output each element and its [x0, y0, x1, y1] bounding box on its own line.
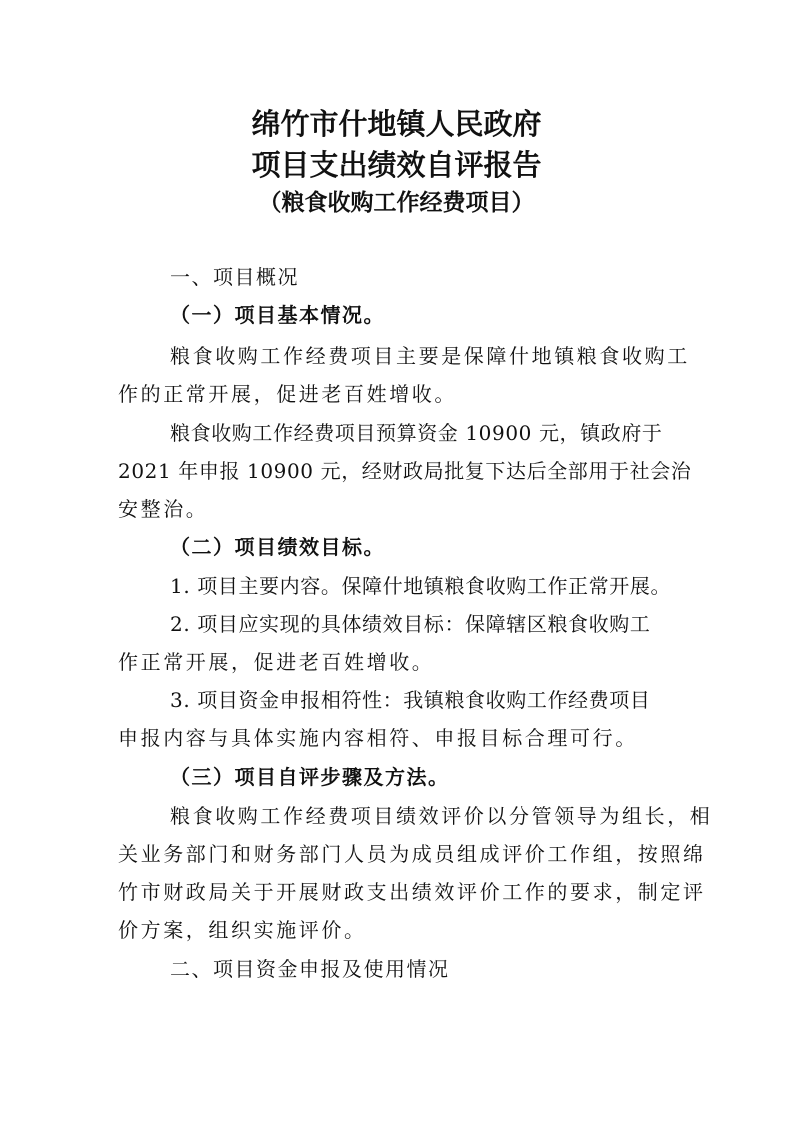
paragraph-line: 安整治。	[118, 497, 209, 521]
paragraph-line: 竹市财政局关于开展财政支出绩效评价工作的要求，制定评	[118, 880, 706, 904]
paragraph-line: 粮食收购工作经费项目绩效评价以分管领导为组长，相	[170, 804, 713, 828]
subsection-heading-1: （一）项目基本情况。	[170, 303, 385, 327]
document-subtitle: （粮食收购工作经费项目）	[258, 189, 535, 216]
section-heading-1: 一、项目概况	[170, 265, 299, 289]
paragraph-line: 申报内容与具体实施内容相符、申报目标合理可行。	[118, 726, 638, 750]
paragraph-line: 作的正常开展，促进老百姓增收。	[118, 382, 457, 406]
document-title-line-1: 绵竹市什地镇人民政府	[251, 107, 542, 141]
subsection-heading-3: （三）项目自评步骤及方法。	[170, 765, 450, 789]
paragraph-line: 2021 年申报 10900 元，经财政局批复下达后全部用于社会治	[118, 459, 692, 483]
paragraph-line: 2. 项目应实现的具体绩效目标：保障辖区粮食收购工	[170, 612, 651, 636]
paragraph-line: 1. 项目主要内容。保障什地镇粮食收购工作正常开展。	[170, 574, 672, 598]
paragraph-line: 粮食收购工作经费项目主要是保障什地镇粮食收购工	[170, 344, 690, 368]
paragraph-line: 3. 项目资金申报相符性：我镇粮食收购工作经费项目	[170, 688, 651, 712]
document-title-line-2: 项目支出绩效自评报告	[251, 148, 542, 182]
paragraph-line: 关业务部门和财务部门人员为成员组成评价工作组，按照绵	[118, 842, 706, 866]
paragraph-line: 作正常开展，促进老百姓增收。	[118, 650, 435, 674]
paragraph-line: 粮食收购工作经费项目预算资金 10900 元，镇政府于	[170, 421, 663, 445]
paragraph-line: 价方案，组织实施评价。	[118, 918, 367, 942]
subsection-heading-2: （二）项目绩效目标。	[170, 535, 385, 559]
section-heading-2: 二、项目资金申报及使用情况	[170, 957, 450, 981]
